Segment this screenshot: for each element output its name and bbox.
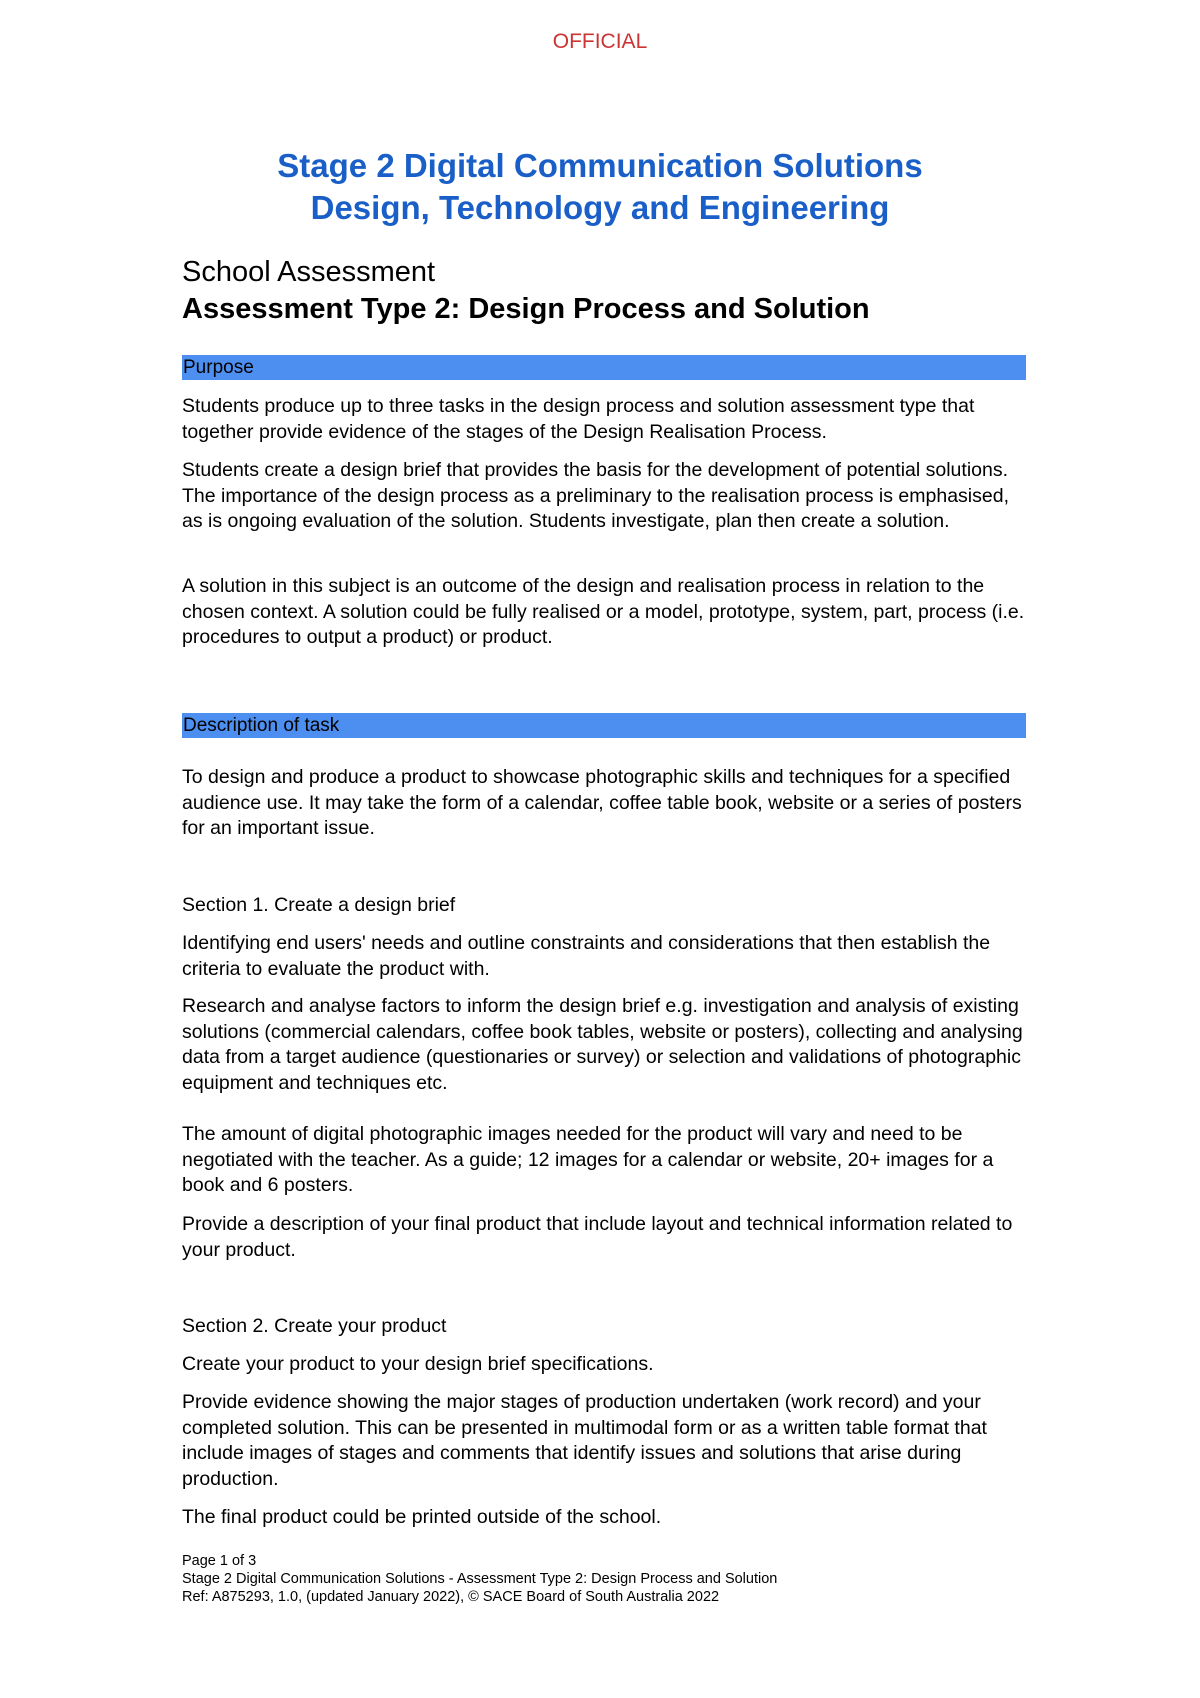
purpose-paragraph-3: A solution in this subject is an outcome of the design and realisation process in relation to the chosen context. A solution could be fully realised or a model, prototype, system, part, process (i.e. procedures to output a product) or product. [182,575,1025,648]
description-heading-bar: Description of task [182,713,1026,738]
section-2-paragraph-2: Provide evidence showing the major stages of production undertaken (work record) and your completed solution. This can be presented in multimodal form or as a written table format that include images of stages and comments that identify issues and solutions that arise during production. [182,1391,987,1490]
description-paragraph-1: To design and produce a product to showcase photographic skills and techniques for a specified audience use. It may take the form of a calendar, coffee table book, website or a series of posters for an important issue. [182,766,1022,839]
section-1-paragraph-4: Provide a description of your final product that include layout and technical information related to your product. [182,1213,1013,1261]
school-assessment-label: School Assessment [182,256,436,288]
assessment-type-heading: Assessment Type 2: Design Process and Solution [182,293,870,325]
section-2-paragraph-1: Create your product to your design brief specifications. [182,1353,654,1375]
purpose-heading-bar: Purpose [182,355,1026,380]
footer-document-name: Stage 2 Digital Communication Solutions - Assessment Type 2: Design Process and Solution [182,1571,778,1587]
section-2-paragraph-3: The final product could be printed outside of the school. [182,1506,662,1528]
title-line-1: Stage 2 Digital Communication Solutions [277,147,923,184]
page-footer [182,1552,777,1606]
footer-page-number: Page 1 of 3 [182,1553,257,1569]
section-1-paragraph-1: Identifying end users' needs and outline constraints and considerations that then establish the criteria to evaluate the product with. [182,932,991,980]
section-1-heading: Section 1. Create a design brief [182,894,456,916]
classification-label: OFFICIAL [552,30,648,53]
section-1-paragraph-3: The amount of digital photographic images needed for the product will vary and need to be negotiated with the teacher. As a guide; 12 images for a calendar or website, 20+ images for a book and 6 posters. [182,1123,994,1196]
section-2-heading: Section 2. Create your product [182,1315,447,1337]
purpose-paragraph-2: Students create a design brief that provides the basis for the development of potential solutions. The importance of the design process as a preliminary to the realisation process is emphasised, as is ongoing evaluation of the solution. Students investigate, plan then create a solution. [182,459,1009,532]
purpose-paragraph-1: Students produce up to three tasks in the design process and solution assessment type that together provide evidence of the stages of the Design Realisation Process. [182,395,975,443]
footer-reference: Ref: A875293, 1.0, (updated January 2022), © SACE Board of South Australia 2022 [182,1589,720,1605]
section-1-paragraph-2: Research and analyse factors to inform the design brief e.g. investigation and analysis of existing solutions (commercial calendars, coffee book tables, website or posters), collecting and analysing data from a target audience (questionaries or survey) or selection and validations of photographic equipment and techniques etc. [182,995,1023,1094]
document-title [0,145,1200,229]
title-line-2: Design, Technology and Engineering [310,189,890,226]
